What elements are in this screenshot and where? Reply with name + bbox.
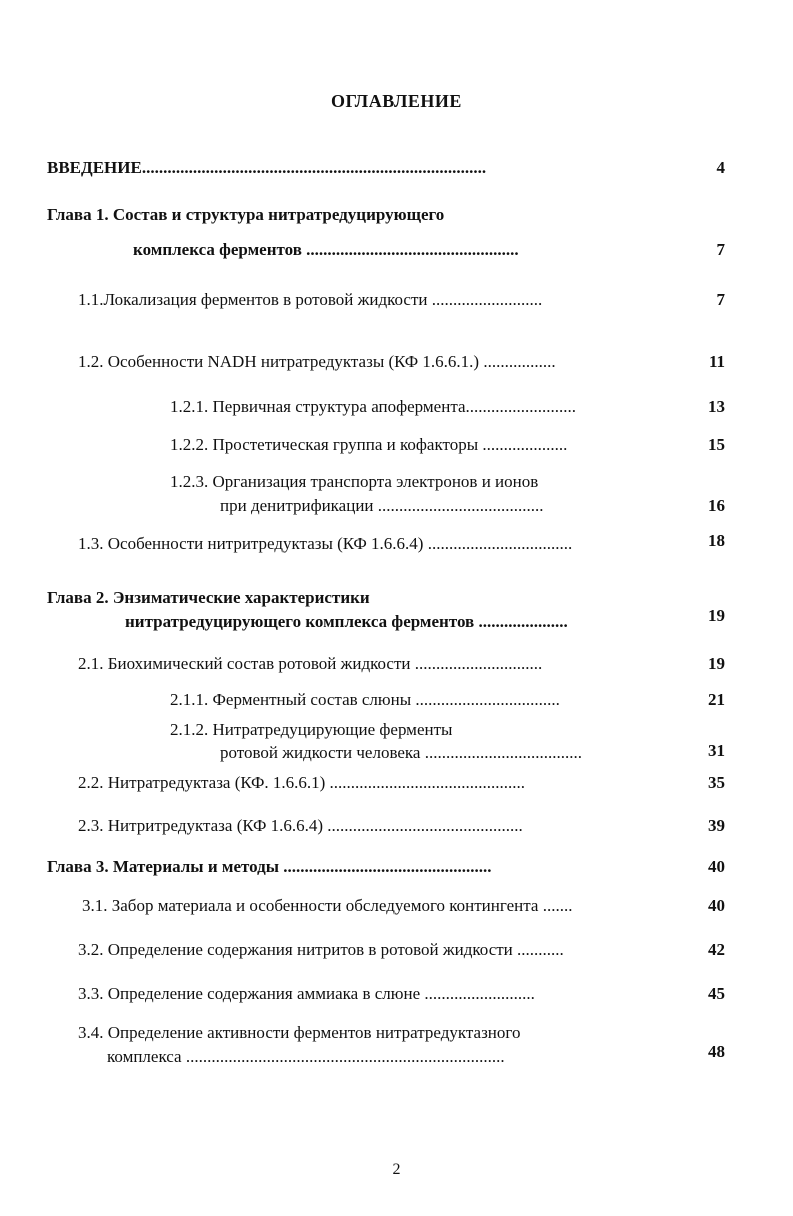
toc-page-introduction: 4 bbox=[716, 158, 725, 177]
toc-entry-1-2-3-cont: при денитрификации ....................................... bbox=[220, 496, 544, 515]
toc-entry-2-1-2-cont: ротовой жидкости человека ..................................... bbox=[220, 743, 582, 762]
toc-page-3-1: 40 bbox=[708, 896, 725, 915]
toc-page-1-2-3: 16 bbox=[708, 496, 725, 515]
toc-entry-2-1-2: 2.1.2. Нитратредуцирующие ферменты bbox=[170, 720, 453, 739]
toc-page-1-2-1: 13 bbox=[708, 397, 725, 416]
toc-entry-3-4-cont: комплекса ........................................................................... bbox=[107, 1047, 505, 1066]
toc-entry-1-1: 1.1.Локализация ферментов в ротовой жидкости .......................... bbox=[78, 290, 543, 309]
toc-page-chapter-2: 19 bbox=[708, 606, 725, 625]
page-number: 2 bbox=[392, 1161, 401, 1178]
toc-entry-1-2-3: 1.2.3. Организация транспорта электронов и ионов bbox=[170, 472, 539, 491]
toc-page-2-3: 39 bbox=[708, 816, 725, 835]
toc-page-3-4: 48 bbox=[708, 1042, 725, 1061]
toc-page-1-2-2: 15 bbox=[708, 435, 725, 454]
toc-page-chapter-1: 7 bbox=[716, 240, 725, 259]
toc-entry-1-2-2: 1.2.2. Простетическая группа и кофакторы .................... bbox=[170, 435, 568, 454]
toc-page-2-2: 35 bbox=[708, 773, 725, 792]
toc-chapter-1-title: Глава 1. Состав и структура нитратредуцирующего bbox=[47, 205, 445, 224]
toc-chapter-2-title: Глава 2. Энзиматические характеристики bbox=[47, 588, 370, 607]
toc-entry-2-2: 2.2. Нитратредуктаза (КФ. 1.6.6.1) .............................................. bbox=[78, 773, 526, 792]
toc-entry-3-2: 3.2. Определение содержания нитритов в ротовой жидкости ........... bbox=[78, 940, 564, 959]
toc-page-3-3: 45 bbox=[708, 984, 725, 1003]
toc-page-3-2: 42 bbox=[708, 940, 725, 959]
toc-chapter-3-title: Глава 3. Материалы и методы ................................................. bbox=[47, 857, 492, 876]
toc-entry-1-3: 1.3. Особенности нитритредуктазы (КФ 1.6.6.4) .................................. bbox=[78, 534, 573, 553]
toc-page-2-1: 19 bbox=[708, 654, 725, 673]
toc-page-1-1: 7 bbox=[716, 290, 725, 309]
toc-page-chapter-3: 40 bbox=[708, 857, 725, 876]
toc-entry-2-1-1: 2.1.1. Ферментный состав слюны .................................. bbox=[170, 690, 560, 709]
toc-heading: ОГЛАВЛЕНИЕ bbox=[331, 91, 462, 111]
toc-entry-1-2: 1.2. Особенности NADH нитратредуктазы (КФ 1.6.6.1.) ................. bbox=[78, 352, 556, 371]
toc-entry-1-2-1: 1.2.1. Первичная структура апофермента.......................... bbox=[170, 397, 577, 416]
toc-chapter-2-title-cont: нитратредуцирующего комплекса ферментов ..................... bbox=[125, 612, 568, 631]
toc-entry-3-1: 3.1. Забор материала и особенности обследуемого контингента ....... bbox=[82, 896, 573, 915]
toc-page-2-1-2: 31 bbox=[708, 741, 725, 760]
toc-chapter-1-title-cont: комплекса ферментов .................................................. bbox=[133, 240, 519, 259]
toc-entry-introduction: ВВЕДЕНИЕ................................................................................. bbox=[47, 158, 487, 177]
toc-entry-2-1: 2.1. Биохимический состав ротовой жидкости .............................. bbox=[78, 654, 543, 673]
toc-page-2-1-1: 21 bbox=[708, 690, 725, 709]
toc-page-1-2: 11 bbox=[708, 352, 725, 371]
toc-entry-2-3: 2.3. Нитритредуктаза (КФ 1.6.6.4) .............................................. bbox=[78, 816, 523, 835]
toc-entry-3-4: 3.4. Определение активности ферментов нитратредуктазного bbox=[78, 1023, 521, 1042]
toc-page-1-3: 18 bbox=[708, 531, 725, 550]
toc-entry-3-3: 3.3. Определение содержания аммиака в слюне .......................... bbox=[78, 984, 535, 1003]
